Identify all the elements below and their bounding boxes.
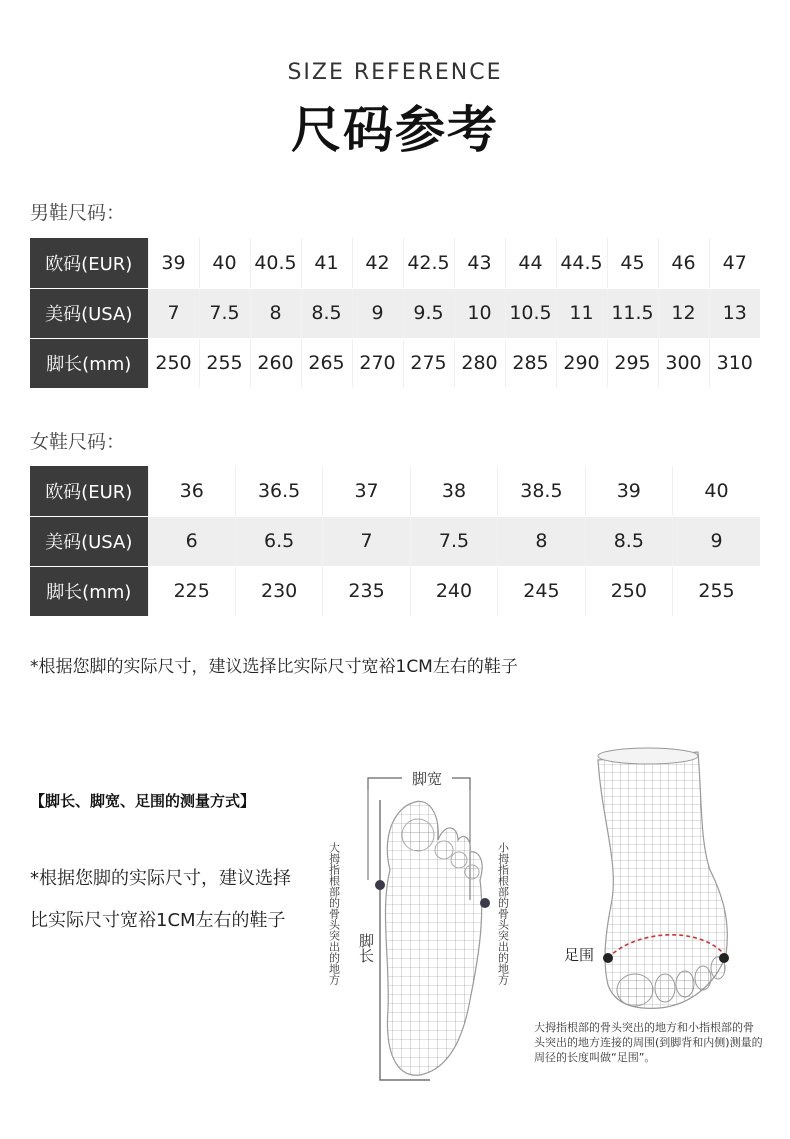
- ankle-diagram: [540, 740, 770, 1015]
- foot-diagram: [320, 760, 520, 1090]
- size-cell: 280: [454, 338, 505, 388]
- foot-length-label: 脚长: [357, 933, 375, 963]
- size-cell: 7: [323, 516, 410, 566]
- size-cell: 260: [250, 338, 301, 388]
- foot-width-label: 脚宽: [411, 770, 443, 788]
- size-cell: 310: [709, 338, 760, 388]
- size-cell: 8: [498, 516, 585, 566]
- size-cell: 285: [505, 338, 556, 388]
- size-cell: 6: [148, 516, 235, 566]
- size-cell: 290: [556, 338, 607, 388]
- size-cell: 250: [585, 566, 672, 616]
- size-cell: 10: [454, 288, 505, 338]
- title-chinese: 尺码参考: [291, 101, 499, 159]
- foot-sole-shape: [385, 801, 482, 1075]
- row-header: 欧码(EUR): [30, 238, 148, 288]
- measure-title: 【脚长、脚宽、足围的测量方式】: [30, 792, 256, 810]
- size-cell: 44.5: [556, 238, 607, 288]
- size-cell: 7.5: [199, 288, 250, 338]
- size-cell: 9.5: [403, 288, 454, 338]
- size-cell: 40.5: [250, 238, 301, 288]
- big-toe-label: 大拇指根部的骨头突出的地方: [327, 842, 341, 985]
- girth-label: 足围: [564, 946, 595, 964]
- size-cell: 42: [352, 238, 403, 288]
- size-cell: 39: [585, 466, 672, 516]
- girth-caption: 大拇指根部的骨头突出的地方和小指根部的骨头突出的地方连接的周围(到脚背和内侧)测量的周径的长度叫做“足围”。: [534, 1021, 763, 1064]
- size-cell: 39: [148, 238, 199, 288]
- row-header: 美码(USA): [30, 516, 148, 566]
- size-note: *根据您脚的实际尺寸，建议选择比实际尺寸宽裕1CM左右的鞋子: [30, 657, 518, 677]
- size-cell: 45: [607, 238, 658, 288]
- size-cell: 7: [148, 288, 199, 338]
- size-cell: 225: [148, 566, 235, 616]
- size-cell: 300: [658, 338, 709, 388]
- size-cell: 235: [323, 566, 410, 616]
- small-toe-marker: [480, 898, 490, 908]
- size-cell: 9: [352, 288, 403, 338]
- small-toe-label: 小拇指根部的骨头突出的地方: [496, 842, 510, 985]
- size-row: [30, 238, 760, 288]
- size-cell: 38: [410, 466, 497, 516]
- size-cell: 12: [658, 288, 709, 338]
- size-row: [30, 516, 760, 566]
- women-size-label: 女鞋尺码：: [30, 431, 126, 453]
- size-cell: 275: [403, 338, 454, 388]
- size-cell: 255: [673, 566, 760, 616]
- size-cell: 270: [352, 338, 403, 388]
- size-cell: 240: [410, 566, 497, 616]
- big-toe-marker: [375, 880, 385, 890]
- size-cell: 41: [301, 238, 352, 288]
- size-cell: 47: [709, 238, 760, 288]
- size-cell: 38.5: [498, 466, 585, 516]
- men-size-label: 男鞋尺码：: [30, 202, 126, 224]
- size-cell: 245: [498, 566, 585, 616]
- size-cell: 44: [505, 238, 556, 288]
- size-cell: 36.5: [235, 466, 322, 516]
- size-cell: 40: [673, 466, 760, 516]
- title-english: SIZE REFERENCE: [287, 60, 503, 85]
- men-size-table: [30, 238, 760, 389]
- size-cell: 11.5: [607, 288, 658, 338]
- size-cell: 8: [250, 288, 301, 338]
- size-cell: 7.5: [410, 516, 497, 566]
- size-cell: 8.5: [585, 516, 672, 566]
- size-cell: 6.5: [235, 516, 322, 566]
- size-cell: 8.5: [301, 288, 352, 338]
- size-cell: 13: [709, 288, 760, 338]
- measure-note: *根据您脚的实际尺寸，建议选择比实际尺寸宽裕1CM左右的鞋子: [30, 868, 291, 931]
- girth-marker-right: [719, 953, 729, 963]
- row-header: 脚长(mm): [30, 566, 148, 616]
- row-header: 美码(USA): [30, 288, 148, 338]
- size-cell: 250: [148, 338, 199, 388]
- size-cell: 9: [673, 516, 760, 566]
- size-cell: 43: [454, 238, 505, 288]
- size-cell: 295: [607, 338, 658, 388]
- size-row: [30, 466, 760, 516]
- size-cell: 42.5: [403, 238, 454, 288]
- size-cell: 46: [658, 238, 709, 288]
- size-row: [30, 288, 760, 338]
- size-cell: 230: [235, 566, 322, 616]
- row-header: 脚长(mm): [30, 338, 148, 388]
- girth-marker-left: [603, 953, 613, 963]
- size-cell: 10.5: [505, 288, 556, 338]
- women-size-table: [30, 466, 760, 617]
- size-cell: 11: [556, 288, 607, 338]
- size-cell: 40: [199, 238, 250, 288]
- size-cell: 255: [199, 338, 250, 388]
- row-header: 欧码(EUR): [30, 466, 148, 516]
- size-cell: 37: [323, 466, 410, 516]
- size-cell: 36: [148, 466, 235, 516]
- size-row: [30, 338, 760, 388]
- size-cell: 265: [301, 338, 352, 388]
- size-row: [30, 566, 760, 616]
